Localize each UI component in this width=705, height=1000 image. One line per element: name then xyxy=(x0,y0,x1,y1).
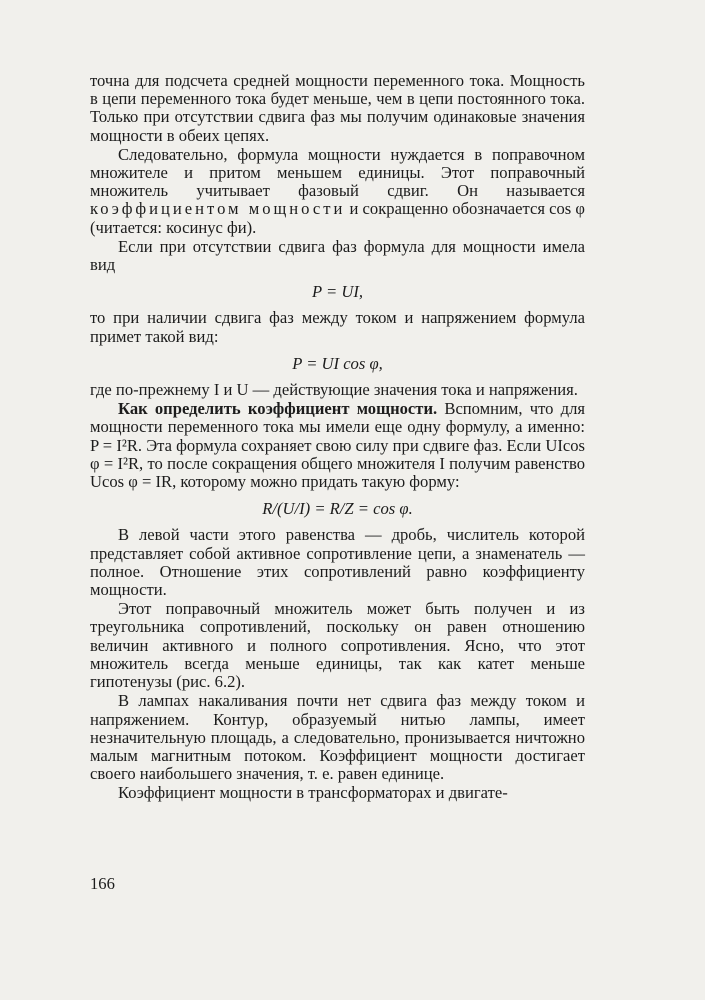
term-power-factor: коэффициентом мощности xyxy=(90,199,346,219)
formula-1: P = UI, xyxy=(312,282,363,302)
page-body xyxy=(90,72,585,804)
paragraph-7: В левой части этого равенства — дробь, числитель которой представляет собой активное сопротивление цепи, а знаменатель — полное. Отношение этих сопротивлений равно коэффициенту мощности. xyxy=(90,525,585,600)
paragraph-1: точна для подсчета средней мощности переменного тока. Мощность в цепи переменного тока будет меньше, чем в цепи постоянного тока. Только при отсутствии сдвига фаз мы получим одинаковые значения мощности в обеих цепях. xyxy=(90,71,585,145)
paragraph-3: Если при отсутствии сдвига фаз формула для мощности имела вид xyxy=(90,236,585,275)
section-heading: Как определить коэффициент мощности. xyxy=(118,399,438,419)
paragraph-6-body: Вспомним, что для мощности переменного тока мы имели еще одну формулу, а именно: P = I²R. Эта формула сохраняет свою силу при сдвиге фаз. Если UIcos φ = I²R, то после сокращения общего множителя I получим равенство Ucos φ = IR, которому можно придать такую форму: xyxy=(90,399,586,492)
paragraph-8: Этот поправочный множитель может быть получен и из треугольника сопротивлений, поскольку он равен отношению величин активного и полного сопротивления. Ясно, что этот множитель всегда меньше единицы, так как катет меньше гипотенузы (рис. 6.2). xyxy=(90,599,585,692)
paragraph-6 xyxy=(90,400,585,491)
paragraph-5: где по-прежнему I и U — действующие значения тока и напряжения. xyxy=(90,380,578,400)
paragraph-10: Коэффициент мощности в трансформаторах и двигате- xyxy=(118,783,508,803)
formula-2: P = UI cos φ, xyxy=(292,353,383,373)
page-number: 166 xyxy=(90,874,115,893)
paragraph-9: В лампах накаливания почти нет сдвига фаз между током и напряжением. Контур, образуемый нитью лампы, имеет незначительную площадь, а следовательно, пронизывается ничтожно малым магнитным потоком. Коэффициент мощности достигает своего наибольшего значения, т. е. равен единице. xyxy=(90,691,585,784)
paragraph-2-end: и сокращенно обозначается cos φ (читается: косинус фи). xyxy=(90,199,585,237)
paragraph-2 xyxy=(90,146,585,237)
paragraph-4: то при наличии сдвига фаз между током и напряжением формула примет такой вид: xyxy=(90,308,585,346)
paragraph-2-start: Следовательно, формула мощности нуждается в поправочном множителе и притом меньшем единицы. Этот поправочный множитель учитывает фазовый сдвиг. Он называется xyxy=(90,144,585,201)
formula-3: R/(U/I) = R/Z = cos φ. xyxy=(262,499,413,519)
